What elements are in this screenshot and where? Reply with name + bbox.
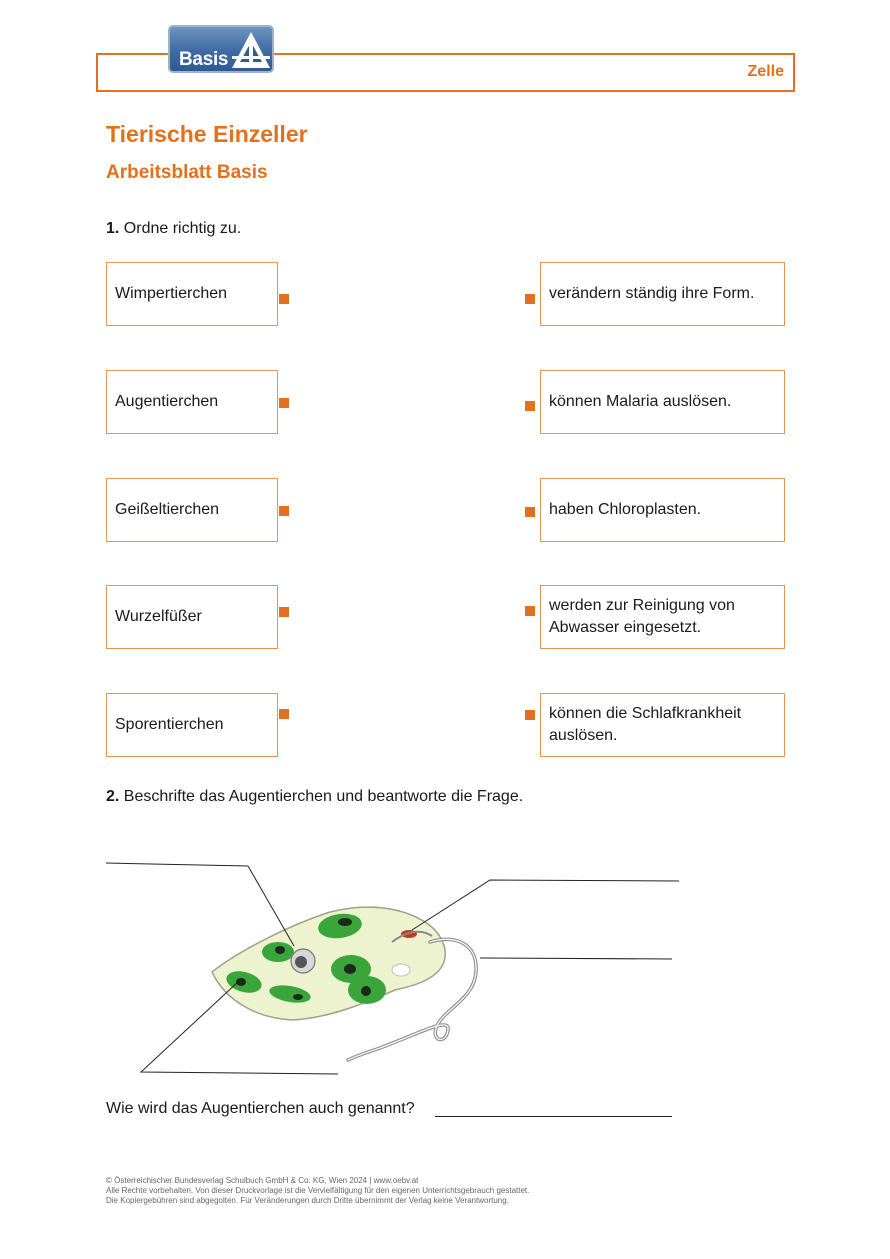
task1-number: 1. (106, 220, 120, 237)
contractile-vacuole (392, 964, 410, 976)
right-connector-5[interactable] (525, 710, 535, 720)
task1-instruction: Ordne richtig zu. (123, 220, 242, 237)
right-item-3: haben Chloroplasten. (540, 478, 785, 542)
chapter-label: Zelle (747, 63, 784, 80)
right-connector-3[interactable] (525, 507, 535, 517)
answer-line[interactable] (435, 1116, 672, 1117)
task2-instruction: Beschrifte das Augentierchen und beantworte die Frage. (123, 788, 524, 805)
basis-logo (168, 25, 274, 73)
question-row (106, 1100, 415, 1118)
label-line-flagellum (480, 958, 672, 959)
right-item-4: werden zur Reinigung von Abwasser eingesetzt. (540, 585, 785, 649)
left-connector-5[interactable] (279, 709, 289, 719)
logo-text: Basis (179, 49, 229, 70)
task1-heading (106, 220, 241, 238)
footer-line-2: Alle Rechte vorbehalten. Von dieser Druckvorlage ist die Vervielfältigung für den eigenen Unterrichtsgebrauch gestattet. (106, 1186, 530, 1195)
question-text: Wie wird das Augentierchen auch genannt? (106, 1100, 415, 1117)
left-item-1: Wimpertierchen (106, 262, 278, 326)
right-connector-2[interactable] (525, 401, 535, 411)
label-line-nucleus (106, 863, 294, 946)
logo-triangle-icon (230, 30, 272, 70)
left-connector-3[interactable] (279, 506, 289, 516)
right-item-5: können die Schlafkrankheit auslösen. (540, 693, 785, 757)
right-connector-1[interactable] (525, 294, 535, 304)
task2-number: 2. (106, 788, 120, 805)
left-item-5: Sporentierchen (106, 693, 278, 757)
task2-heading (106, 788, 523, 806)
page-subtitle: Arbeitsblatt Basis (106, 162, 268, 183)
footer-line-1: © Österreichischer Bundesverlag Schulbuch GmbH & Co. KG, Wien 2024 | www.oebv.at (106, 1176, 419, 1185)
footer (106, 1176, 529, 1206)
left-connector-4[interactable] (279, 607, 289, 617)
left-item-3: Geißeltierchen (106, 478, 278, 542)
right-item-2: können Malaria auslösen. (540, 370, 785, 434)
left-item-4: Wurzelfüßer (106, 585, 278, 649)
footer-line-3: Die Kopiergebühren sind abgegolten. Für Veränderungen durch Dritte übernimmt der Verlag keine Verantwortung. (106, 1196, 509, 1205)
euglena-diagram (0, 840, 890, 1090)
label-line-eyespot (412, 880, 679, 930)
right-connector-4[interactable] (525, 606, 535, 616)
page-title: Tierische Einzeller (106, 121, 308, 147)
left-connector-2[interactable] (279, 398, 289, 408)
left-item-2: Augentierchen (106, 370, 278, 434)
left-connector-1[interactable] (279, 294, 289, 304)
right-item-1: verändern ständig ihre Form. (540, 262, 785, 326)
